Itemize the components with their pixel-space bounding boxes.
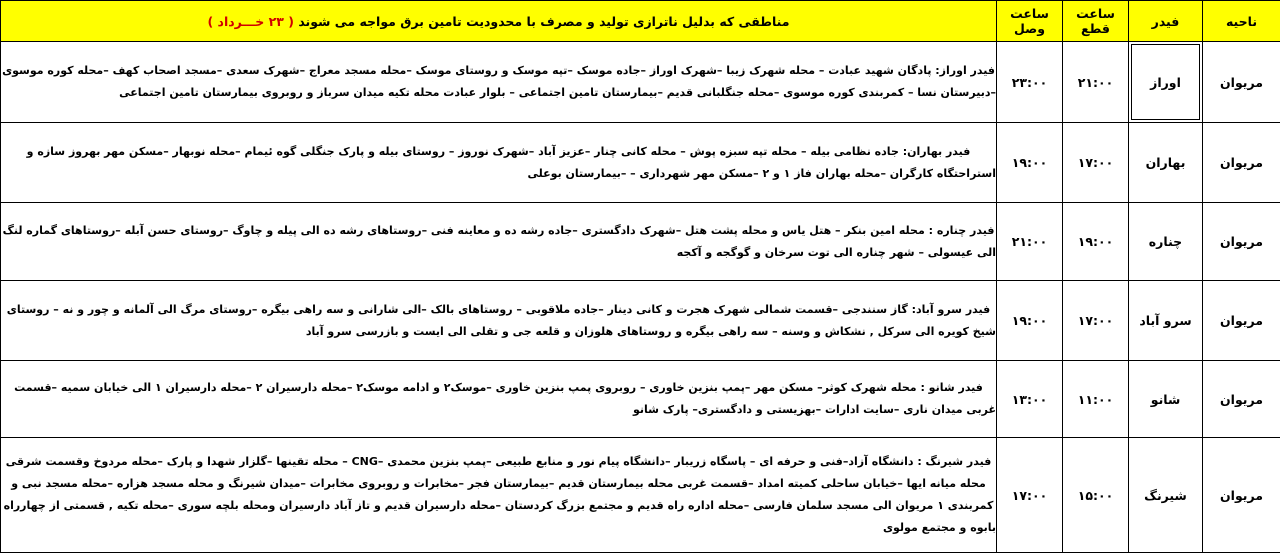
cut-time-cell[interactable]: ۱۷:۰۰: [1063, 281, 1129, 361]
region-cell[interactable]: مریوان: [1203, 438, 1280, 553]
areas-cell[interactable]: فیدر اوراز: پادگان شهید عبادت – محله شهرک زیبا –شهرک اوراز –جاده موسک –تپه موسک و روستای موسک –محله مسجد معراج –شهرک سعدی –مسجد اصحاب کهف –محله کوره موسوی –دبیرستان نسا – کمربندی کوره موسوی –محله جنگلبانی قدیم –بیمارستان تامین اجتماعی – بلوار عبادت محله تکیه میدان سرباز و روبروی بیمارستان تامین اجتماعی: [1, 42, 997, 123]
feeder-cell[interactable]: بهاران: [1129, 123, 1203, 203]
table-row: [1, 361, 1280, 438]
cut-time-cell[interactable]: ۱۹:۰۰: [1063, 203, 1129, 281]
reconnect-time-cell[interactable]: ۱۹:۰۰: [997, 123, 1063, 203]
areas-cell[interactable]: فیدر سرو آباد: گاز سنندجی –قسمت شمالی شهرک هجرت و کانی دینار –جاده ملاقوبی – روستاهای بالک –الی شارانی و سه راهی بیگره –روستای مرگ الی آلمانه و چور و نه – روستای شیخ کویره الی سرکل , نشکاش و وسنه – سه راهی بیگره و روستاهای هلوزان و قلعه جی و تقلی الی ایست و بازرسی سرو آباد: [1, 281, 997, 361]
areas-cell[interactable]: فیدر چناره : محله امین بنکر – هتل یاس و محله پشت هتل –شهرک دادگستری –جاده رشه ده و معاینه فنی –روستاهای رشه ده الی پیله و چاوگ –روستای حسن آبله –روستاهای گماره لنگ الی عیسولی – شهر چناره الی توت سرخان و گوگجه و آکجه: [1, 203, 997, 281]
feeder-cell[interactable]: چناره: [1129, 203, 1203, 281]
header-description-text: مناطقی که بدلیل ناترازی تولید و مصرف با محدودیت تامین برق مواجه می شوند: [298, 13, 790, 29]
reconnect-time-cell[interactable]: ۲۳:۰۰: [997, 42, 1063, 123]
cut-time-cell[interactable]: ۲۱:۰۰: [1063, 42, 1129, 123]
cut-time-cell[interactable]: ۱۷:۰۰: [1063, 123, 1129, 203]
header-feeder[interactable]: فیدر: [1129, 1, 1203, 42]
reconnect-time-cell[interactable]: ۱۷:۰۰: [997, 438, 1063, 553]
feeder-cell[interactable]: شانو: [1129, 361, 1203, 438]
table-row: [1, 123, 1280, 203]
header-row: [1, 1, 1280, 42]
header-cut-time[interactable]: ساعت قطع: [1063, 1, 1129, 42]
header-description[interactable]: [1, 1, 997, 42]
reconnect-time-cell[interactable]: ۲۱:۰۰: [997, 203, 1063, 281]
cut-time-cell[interactable]: ۱۱:۰۰: [1063, 361, 1129, 438]
feeder-cell[interactable]: سرو آباد: [1129, 281, 1203, 361]
cut-time-cell[interactable]: ۱۵:۰۰: [1063, 438, 1129, 553]
feeder-cell[interactable]: اوراز: [1129, 42, 1203, 123]
region-cell[interactable]: مریوان: [1203, 361, 1280, 438]
header-region[interactable]: ناحیه: [1203, 1, 1280, 42]
table-row: [1, 281, 1280, 361]
region-cell[interactable]: مریوان: [1203, 281, 1280, 361]
region-cell[interactable]: مریوان: [1203, 203, 1280, 281]
region-cell[interactable]: مریوان: [1203, 42, 1280, 123]
feeder-cell[interactable]: شیرنگ: [1129, 438, 1203, 553]
areas-cell[interactable]: فیدر بهاران: جاده نظامی بیله – محله تپه سبزه پوش – محله کانی چنار –عزیز آباد –شهرک نوروز – روستای بیله و پارک جنگلی گوه ئیمام –محله نوبهار –مسکن مهر بهروز سازه و استراحتگاه کارگران –محله بهاران فاز ۱ و ۲ –مسکن مهر شهرداری – –بیمارستان بوعلی: [1, 123, 997, 203]
header-reconnect-time[interactable]: ساعت وصل: [997, 1, 1063, 42]
region-cell[interactable]: مریوان: [1203, 123, 1280, 203]
reconnect-time-cell[interactable]: ۱۹:۰۰: [997, 281, 1063, 361]
table-row: [1, 203, 1280, 281]
header-date: ( ۲۳ خـــرداد ): [207, 13, 294, 29]
table-row: [1, 438, 1280, 553]
table-row: [1, 42, 1280, 123]
areas-cell[interactable]: فیدر شیرنگ : دانشگاه آزاد–فنی و حرفه ای – پاسگاه زریبار –دانشگاه پیام نور و منابع طبیعی –پمپ بنزین محمدی –CNG – محله تقینها –گلزار شهدا و پارک –محله مردوخ وقسمت شرقی محله میانه ایها –خیابان ساحلی کمیته امداد –قسمت غربی محله بیمارستان قدیم –بیمارستان فجر –مخابرات و روبروی مخابرات –میدان شیرنگ و محله مسجد هزاره –محله مسجد نبی و کمربندی ۱ مریوان الی مسجد سلمان فارسی –محله اداره راه قدیم و مجتمع بزرگ کردستان –محله دارسیران قدیم و تاز آباد دارسیران ومحله بلچه سوری –محله تکیه , قسمتی از چهارراه بابوه و مجتمع مولوی: [1, 438, 997, 553]
reconnect-time-cell[interactable]: ۱۳:۰۰: [997, 361, 1063, 438]
areas-cell[interactable]: فیدر شانو : محله شهرک کوثر– مسکن مهر –پمپ بنزین خاوری – روبروی پمپ بنزین خاوری –موسک۲ و ادامه موسک۲ –محله دارسیران ۲ –محله دارسیران ۱ الی خیابان سمیه –قسمت غربی میدان ناری –سایت ادارات –بهزیستی و دادگستری– پارک شانو: [1, 361, 997, 438]
